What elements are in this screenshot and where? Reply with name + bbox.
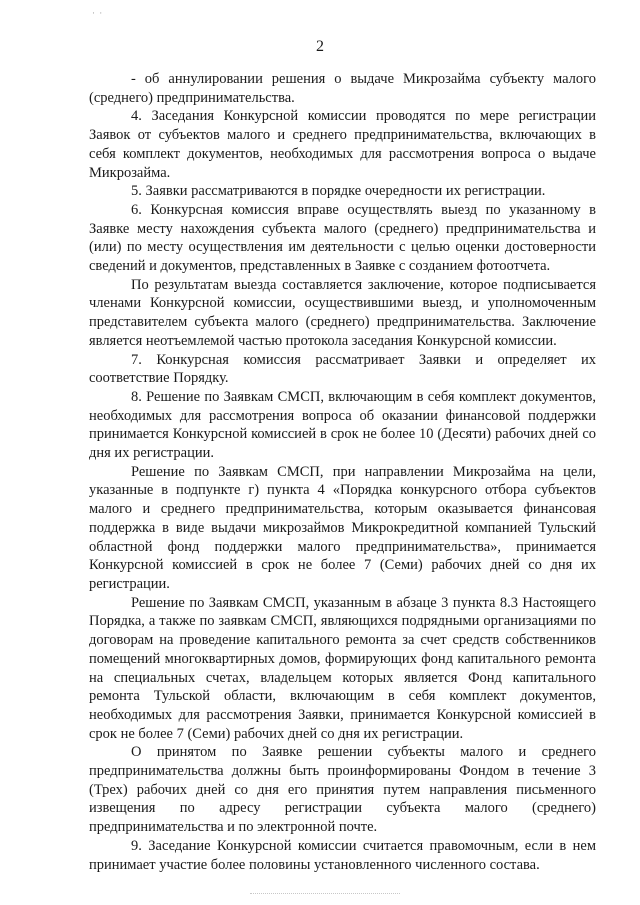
page-number: 2 [316, 38, 324, 55]
paragraph-notification: О принятом по Заявке решении субъекты малого и среднего предпринимательства должны быть проинформированы Фондом в течение 3 (Трех) рабочих дней со дня его принятия путем направления письменного извещения по адресу регистрации субъекта малого (среднего) предпринимательства и по электронной почте. [89, 744, 596, 836]
paragraph-item-4: 4. Заседания Конкурсной комиссии проводятся по мере регистрации Заявок от субъектов малого и среднего предпринимательства, включающих в себя комплект документов, необходимых для рассмотрения вопроса о выдаче Микрозайма. [89, 108, 596, 181]
paragraph-item-5: 5. Заявки рассматриваются в порядке очередности их регистрации. [131, 183, 546, 200]
scan-bottom-mark [250, 893, 400, 896]
document-body [89, 70, 596, 874]
paragraph-inspection-conclusion: По результатам выезда составляется заключение, которое подписывается членами Конкурсной комиссии, осуществившими выезд, и уполномоченным представителем субъекта малого (среднего) предпринимательства. Заключение является неотъемлемой частью протокола заседания Конкурсной комиссии. [89, 276, 596, 349]
paragraph-item-8: 8. Решение по Заявкам СМСП, включающим в себя комплект документов, необходимых для рассмотрения вопроса об оказании финансовой поддержки принимается Конкурсной комиссией в срок не более 10 (Десяти) рабочих дней со дня их регистрации. [89, 388, 596, 462]
scan-corner-mark: · · [92, 8, 104, 18]
paragraph-item-6: 6. Конкурсная комиссия вправе осуществлять выезд по указанному в Заявке месту нахождения субъекта малого (среднего) предпринимательства и (или) по месту осуществления им деятельности с целью оценки достоверности сведений и документов, представленных в Заявке с созданием фотоотчета. [89, 201, 596, 275]
paragraph-item-7: 7. Конкурсная комиссия рассматривает Заявки и определяет их соответствие Порядку. [89, 351, 596, 387]
paragraph-decision-contractors: Решение по Заявкам СМСП, указанным в абзаце 3 пункта 8.3 Настоящего Порядка, а также по заявкам СМСП, являющихся подрядными организациями по договорам на проведение капитального ремонта за счет средств собственников помещений многоквартирных домов, формирующих фонд капитального ремонта на специальных счетах, владельцем которых является Фонд капитального ремонта Тульской области, включающим в себя комплект документов, необходимых для рассмотрения Заявки, принимается Конкурсной комиссией в срок не более 7 (Семи) рабочих дней со дня их регистрации. [89, 594, 596, 742]
paragraph-decision-purpose: Решение по Заявкам СМСП, при направлении Микрозайма на цели, указанные в подпункте г) пункта 4 «Порядка конкурсного отбора субъектов малого и среднего предпринимательства, которым оказывается финансовая поддержка в виде выдачи микрозаймов Микрокредитной компанией Тульский областной фонд поддержки малого предпринимательства», принимается Конкурсной комиссией в срок не более 7 (Семи) рабочих дней со дня их регистрации. [89, 463, 596, 592]
paragraph-annulment: - об аннулировании решения о выдаче Микрозайма субъекту малого (среднего) предпринимательства. [89, 71, 596, 106]
paragraph-item-9: 9. Заседание Конкурсной комиссии считается правомочным, если в нем принимает участие более половины установленного численного состава. [89, 837, 596, 873]
